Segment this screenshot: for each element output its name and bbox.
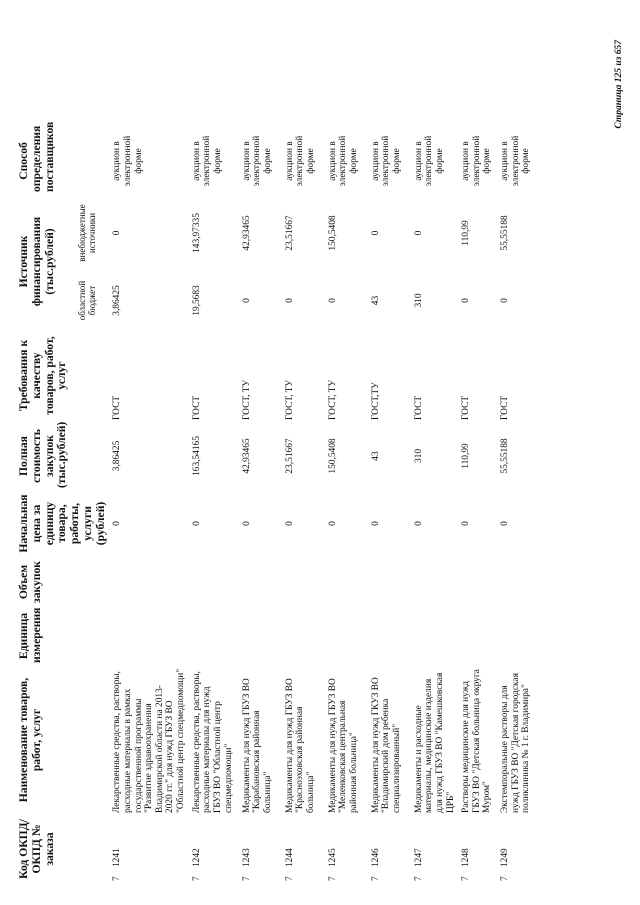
cell-funding-regional: 0 <box>327 298 338 303</box>
cell-funding-offbudget: 150,5408 <box>327 215 338 251</box>
cell-price: 0 <box>191 521 202 526</box>
row-code: 7 <box>284 876 295 881</box>
cell-method: аукцион в электронной форме <box>112 135 144 187</box>
cell-name: Медикаменты для нужд ГБУЗ ВО "Красноэховская районная больница" <box>284 678 316 813</box>
cell-unit <box>458 607 497 665</box>
header-unit: Единица измерения <box>17 607 43 663</box>
cell-total: 310 <box>413 448 424 464</box>
cell-requirements: ГОСТ <box>191 395 202 420</box>
header-funding-regional: областной бюджет <box>76 280 97 321</box>
cell-price: 0 <box>461 521 472 526</box>
row-order-number: 1241 <box>112 848 123 867</box>
table-row <box>189 45 239 883</box>
cell-method: аукцион в электронной форме <box>370 135 402 187</box>
cell-funding-offbudget: 0 <box>112 230 123 236</box>
cell-volume <box>109 557 188 607</box>
cell-total: 55,55188 <box>500 438 511 474</box>
cell-code <box>368 815 411 883</box>
cell-funding-regional: 19,5683 <box>191 285 202 316</box>
cell-unit <box>497 607 547 665</box>
cell-spacer <box>109 45 188 128</box>
row-order-number: 1242 <box>191 848 202 867</box>
table-row <box>325 45 368 883</box>
table-row <box>411 45 459 883</box>
cell-requirements: ГОСТ, ТУ <box>327 379 338 420</box>
cell-name: Медикаменты для нужд ГБУЗ ВО "Карабановская районная больница" <box>241 678 273 813</box>
header-total: Полная стоимость закупок (тыс.рублей) <box>17 421 69 488</box>
cell-unit <box>189 607 239 665</box>
cell-total: 163,54165 <box>191 436 202 476</box>
cell-spacer <box>282 45 325 128</box>
header-requirements: Требования к качеству товаров, работ, услуг <box>17 336 69 415</box>
cell-funding-regional: 3,86425 <box>112 285 123 316</box>
cell-unit <box>109 607 188 665</box>
cell-price: 0 <box>327 521 338 526</box>
cell-name: Медикаменты для нужд ГБУЗ ВО "Меленковская центральная районная больница" <box>327 678 359 813</box>
cell-funding-offbudget: 23,51667 <box>284 215 295 251</box>
cell-spacer <box>368 45 411 128</box>
cell-name: Лекарственные средства, растворы, расходные материалы для нужд ГБУЗ ВО "Областной центр спецмедпомощи" <box>191 671 234 813</box>
table-row <box>282 45 325 883</box>
cell-code <box>189 815 239 883</box>
procurement-table <box>16 45 547 883</box>
cell-requirements: ГОСТ,ТУ <box>370 382 381 420</box>
row-order-number: 1249 <box>500 848 511 867</box>
cell-total: 43 <box>370 451 381 461</box>
cell-spacer <box>458 45 497 128</box>
header-code: Код ОКПД/ ОКПД № заказа <box>17 819 56 879</box>
cell-name: Медикаменты для нужд ГКУЗ ВО "Владимирский дом ребенка специализированный" <box>370 677 402 813</box>
cell-total: 110,99 <box>461 443 472 469</box>
header-name: Наименование товаров, работ, услуг <box>17 677 43 803</box>
cell-volume <box>368 557 411 607</box>
cell-code <box>458 815 497 883</box>
cell-total: 23,51667 <box>284 438 295 474</box>
cell-volume <box>411 557 459 607</box>
cell-method: аукцион в электронной форме <box>191 135 223 187</box>
cell-funding-regional: 0 <box>241 298 252 303</box>
cell-code <box>239 815 282 883</box>
cell-method: аукцион в электронной форме <box>461 135 493 187</box>
cell-code <box>109 815 188 883</box>
cell-price: 0 <box>112 521 123 526</box>
row-code: 7 <box>461 876 472 881</box>
header-funding-offbudget: внебюджетные источники <box>76 204 97 262</box>
table-row <box>109 45 188 883</box>
cell-method: аукцион в электронной форме <box>241 135 273 187</box>
row-code: 7 <box>112 876 123 881</box>
cell-name: Лекарственные средства, растворы, расходные материалы в рамках государственной программы "Развитие здравоохранения Владимирской области на 2013-2020 гг." для нужд ГБУЗ ВО "Областной центр спецмедпомощи" <box>112 668 186 813</box>
row-order-number: 1244 <box>284 848 295 867</box>
cell-total: 150,5408 <box>327 438 338 474</box>
cell-unit <box>239 607 282 665</box>
cell-volume <box>189 557 239 607</box>
header-row <box>16 45 75 883</box>
header-volume: Объем закупок <box>17 561 43 603</box>
cell-funding-offbudget: 55,55188 <box>500 215 511 251</box>
cell-funding-offbudget: 0 <box>370 230 381 236</box>
row-order-number: 1246 <box>370 848 381 867</box>
cell-funding-offbudget: 0 <box>413 230 424 236</box>
cell-funding-regional: 43 <box>370 295 381 306</box>
cell-unit <box>325 607 368 665</box>
cell-requirements: ГОСТ <box>413 395 424 420</box>
cell-price: 0 <box>284 521 295 526</box>
cell-unit <box>411 607 459 665</box>
table-row <box>368 45 411 883</box>
cell-method: аукцион в электронной форме <box>500 135 532 187</box>
row-code: 7 <box>241 876 252 881</box>
cell-funding-offbudget: 143,97335 <box>191 213 202 253</box>
header-spacer <box>16 45 109 128</box>
cell-name: Экстемпоральные растворы для нужд ГБУЗ ВО "Детская городская поликлиника № 1 г. Владимира" <box>500 673 532 813</box>
row-order-number: 1248 <box>461 848 472 867</box>
cell-price: 0 <box>500 521 511 526</box>
row-order-number: 1243 <box>241 848 252 867</box>
cell-method: аукцион в электронной форме <box>284 135 316 187</box>
table-body <box>109 45 547 883</box>
table-row <box>458 45 497 883</box>
cell-spacer <box>239 45 282 128</box>
row-code: 7 <box>327 876 338 881</box>
cell-code <box>411 815 459 883</box>
cell-volume <box>282 557 325 607</box>
cell-spacer <box>497 45 547 128</box>
cell-name: Медикаменты и расходные материалы, медицинские изделия для нужд ГБУЗ ВО "Камешковская ЦРБ" <box>413 672 456 813</box>
cell-volume <box>239 557 282 607</box>
cell-name: Растворы медицинские для нужд ГБУЗ ВО "Детская больница округа Муром" <box>461 669 493 813</box>
table-row <box>497 45 547 883</box>
cell-requirements: ГОСТ, ТУ <box>241 379 252 420</box>
cell-funding-regional: 310 <box>413 293 424 308</box>
cell-total: 42,93465 <box>241 438 252 474</box>
cell-spacer <box>411 45 459 128</box>
cell-spacer <box>189 45 239 128</box>
row-order-number: 1247 <box>413 848 424 867</box>
cell-code <box>497 815 547 883</box>
cell-funding-regional: 0 <box>284 298 295 303</box>
row-code: 7 <box>370 876 381 881</box>
table-row <box>239 45 282 883</box>
cell-requirements: ГОСТ <box>500 395 511 420</box>
page-number: Страница 125 из 657 <box>614 40 624 129</box>
cell-volume <box>497 557 547 607</box>
cell-requirements: ГОСТ <box>112 395 123 420</box>
cell-funding-regional: 0 <box>461 298 472 303</box>
header-funding: Источник финансирования (тыс.рублей) <box>17 216 56 307</box>
row-code: 7 <box>191 876 202 881</box>
cell-price: 0 <box>241 521 252 526</box>
cell-total: 3,86425 <box>112 440 123 472</box>
cell-funding-regional: 0 <box>500 298 511 303</box>
cell-method: аукцион в электронной форме <box>413 135 445 187</box>
cell-code <box>282 815 325 883</box>
cell-price: 0 <box>413 521 424 526</box>
header-price: Начальная цена за единицу товара, работы, услуги (рублей) <box>17 494 107 553</box>
cell-code <box>325 815 368 883</box>
header-method: Способ определения поставщиков <box>17 121 56 192</box>
row-order-number: 1245 <box>327 848 338 867</box>
cell-volume <box>458 557 497 607</box>
cell-requirements: ГОСТ, ТУ <box>284 379 295 420</box>
cell-unit <box>368 607 411 665</box>
cell-unit <box>282 607 325 665</box>
row-code: 7 <box>413 876 424 881</box>
row-code: 7 <box>500 876 511 881</box>
cell-spacer <box>325 45 368 128</box>
cell-volume <box>325 557 368 607</box>
cell-requirements: ГОСТ <box>461 395 472 420</box>
cell-method: аукцион в электронной форме <box>327 135 359 187</box>
cell-price: 0 <box>370 521 381 526</box>
cell-funding-offbudget: 110,99 <box>461 220 472 246</box>
cell-funding-offbudget: 42,93465 <box>241 215 252 251</box>
